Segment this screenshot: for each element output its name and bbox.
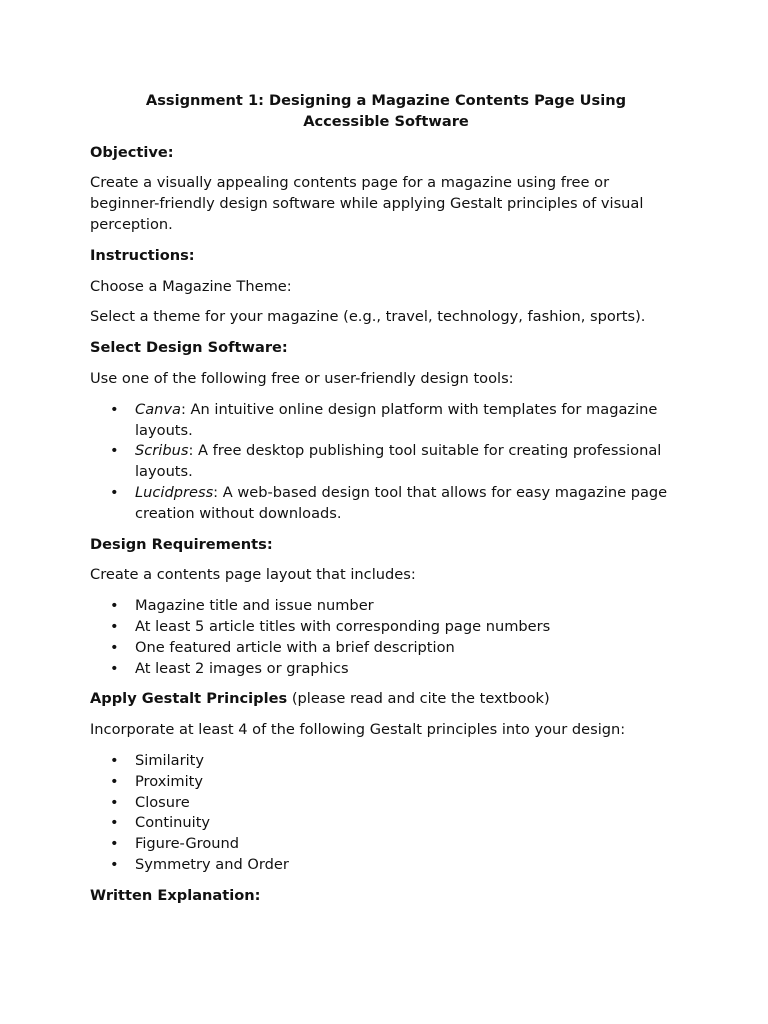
bullet-icon: • bbox=[110, 751, 119, 769]
list-item bbox=[90, 834, 682, 855]
principle-text: Similarity bbox=[135, 751, 204, 769]
requirement-text: Magazine title and issue number bbox=[135, 597, 374, 615]
explanation-heading: Written Explanation: bbox=[90, 886, 261, 904]
list-item bbox=[90, 400, 682, 442]
tool-name: Lucidpress bbox=[135, 483, 214, 501]
software-intro: Use one of the following free or user-friendly design tools: bbox=[90, 369, 514, 387]
bullet-icon: • bbox=[110, 483, 119, 501]
title-line-1: Assignment 1: Designing a Magazine Contents Page Using bbox=[145, 92, 627, 109]
principle-text: Proximity bbox=[135, 772, 204, 790]
principle-text: Continuity bbox=[135, 814, 211, 832]
tool-description: : A web-based design tool that allows for easy magazine page creation without downloads. bbox=[135, 483, 668, 522]
bullet-icon: • bbox=[110, 772, 119, 790]
list-item bbox=[90, 751, 682, 772]
list-item bbox=[90, 483, 682, 525]
list-item bbox=[90, 659, 682, 680]
list-item bbox=[90, 617, 682, 638]
gestalt-note: (please read and cite the textbook) bbox=[287, 690, 550, 708]
gestalt-list bbox=[90, 751, 682, 876]
document-title bbox=[90, 91, 682, 133]
theme-label: Choose a Magazine Theme: bbox=[90, 277, 292, 295]
list-item bbox=[90, 638, 682, 659]
objective-text: Create a visually appealing contents page for a magazine using free or beginner-friendly design software while applying Gestalt principles of visual perception. bbox=[90, 174, 644, 233]
gestalt-intro: Incorporate at least 4 of the following Gestalt principles into your design: bbox=[90, 721, 626, 739]
software-list bbox=[90, 400, 682, 525]
tool-description: : A free desktop publishing tool suitable for creating professional layouts. bbox=[135, 442, 662, 481]
document-page bbox=[90, 91, 682, 917]
requirement-text: At least 2 images or graphics bbox=[135, 659, 349, 677]
objective-heading: Objective: bbox=[90, 143, 174, 161]
principle-text: Closure bbox=[135, 793, 190, 811]
list-item bbox=[90, 855, 682, 876]
principle-text: Figure-Ground bbox=[135, 835, 240, 853]
bullet-icon: • bbox=[110, 659, 119, 677]
bullet-icon: • bbox=[110, 855, 119, 873]
requirement-text: At least 5 article titles with corresponding page numbers bbox=[135, 617, 551, 635]
requirements-intro: Create a contents page layout that includes: bbox=[90, 566, 416, 584]
principle-text: Symmetry and Order bbox=[135, 855, 289, 873]
list-item bbox=[90, 813, 682, 834]
gestalt-heading: Apply Gestalt Principles bbox=[90, 690, 288, 708]
list-item bbox=[90, 441, 682, 483]
bullet-icon: • bbox=[110, 793, 119, 811]
bullet-icon: • bbox=[110, 617, 119, 635]
tool-name: Scribus bbox=[135, 442, 189, 460]
bullet-icon: • bbox=[110, 638, 119, 656]
bullet-icon: • bbox=[110, 597, 119, 615]
list-item bbox=[90, 596, 682, 617]
requirement-text: One featured article with a brief description bbox=[135, 638, 455, 656]
tool-name: Canva bbox=[135, 400, 181, 418]
title-line-2: Accessible Software bbox=[303, 112, 469, 130]
requirements-list bbox=[90, 596, 682, 679]
theme-text: Select a theme for your magazine (e.g., travel, technology, fashion, sports). bbox=[90, 308, 646, 326]
software-heading: Select Design Software: bbox=[90, 339, 288, 357]
list-item bbox=[90, 793, 682, 814]
bullet-icon: • bbox=[110, 442, 119, 460]
requirements-heading: Design Requirements: bbox=[90, 535, 273, 553]
list-item bbox=[90, 772, 682, 793]
instructions-heading: Instructions: bbox=[90, 246, 195, 264]
bullet-icon: • bbox=[110, 400, 119, 418]
gestalt-heading-line bbox=[90, 689, 682, 710]
tool-description: : An intuitive online design platform with templates for magazine layouts. bbox=[135, 400, 658, 439]
bullet-icon: • bbox=[110, 835, 119, 853]
bullet-icon: • bbox=[110, 814, 119, 832]
